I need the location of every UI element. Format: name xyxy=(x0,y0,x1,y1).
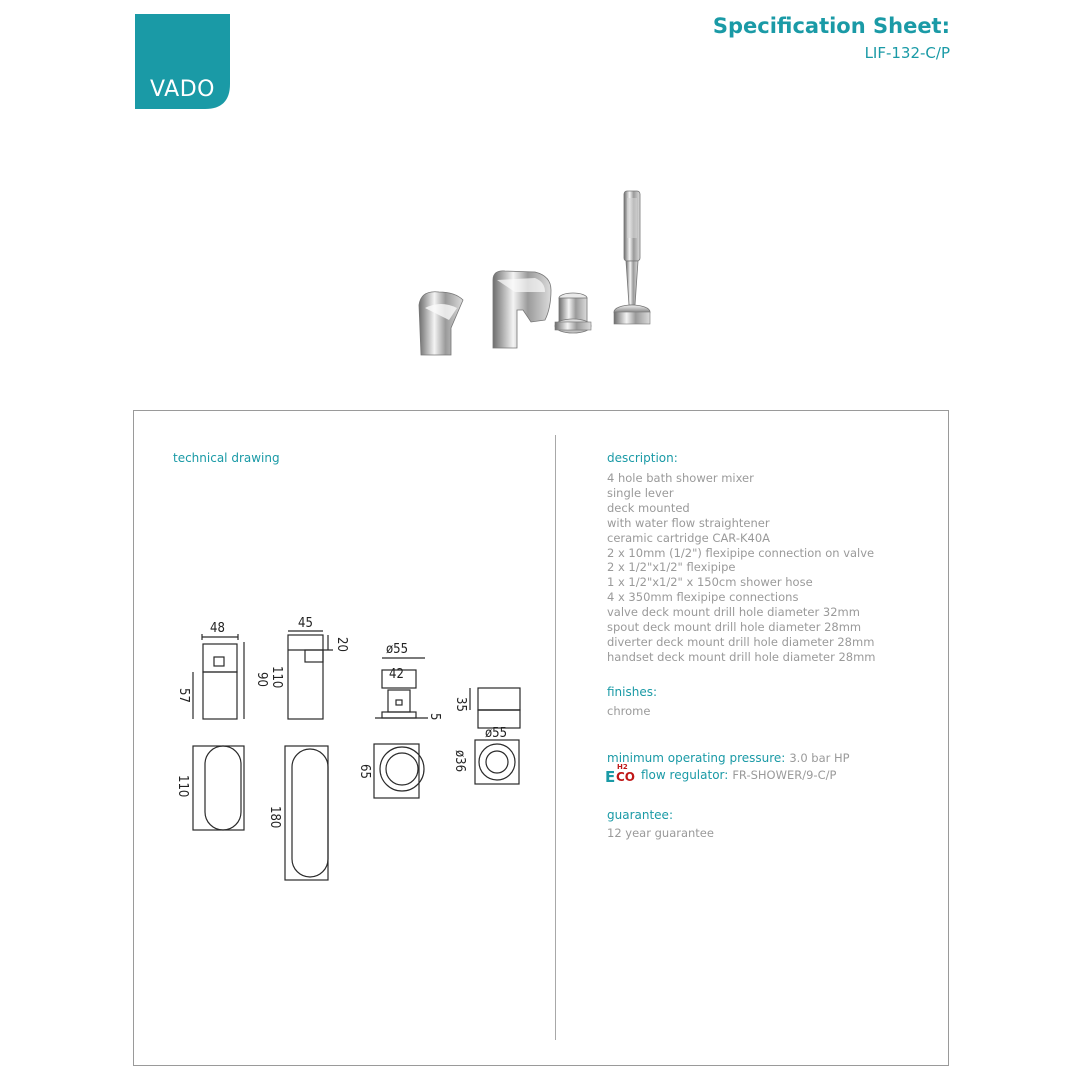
guarantee-label: guarantee: xyxy=(607,808,673,822)
spout-elevation xyxy=(288,631,333,719)
pressure-value: 3.0 bar HP xyxy=(789,751,850,765)
finishes-label: finishes: xyxy=(607,685,658,699)
list-item: single lever xyxy=(607,485,674,500)
flow-row xyxy=(605,764,836,788)
list-item: 1 x 1/2"x1/2" x 150cm shower hose xyxy=(607,575,813,590)
description-label: description: xyxy=(607,451,678,465)
dim-valve-height: 90 xyxy=(254,672,269,687)
valve-illustration xyxy=(419,292,463,355)
logo-text: VADO xyxy=(150,77,215,102)
finishes-value: chrome xyxy=(607,704,651,718)
valve-elevation xyxy=(193,634,244,719)
handset-elevation xyxy=(470,688,520,728)
dim-diverter-diameter: ø55 xyxy=(386,642,409,657)
description-section xyxy=(607,451,927,665)
description-list xyxy=(607,471,927,665)
dim-spout-drop: 20 xyxy=(334,637,349,652)
list-item: diverter deck mount drill hole diameter 28mm xyxy=(607,634,875,649)
list-item: ceramic cartridge CAR-K40A xyxy=(607,530,771,545)
vado-logo xyxy=(135,14,230,109)
list-item: handset deck mount drill hole diameter 28mm xyxy=(607,649,876,664)
diverter-illustration xyxy=(555,293,591,333)
eco-co: CO xyxy=(616,770,636,784)
page-title: Specification Sheet: xyxy=(712,14,950,38)
dim-handset-height: 35 xyxy=(453,697,468,712)
list-item: 4 hole bath shower mixer xyxy=(607,471,754,485)
spout-illustration xyxy=(493,271,551,348)
guarantee-value: 12 year guarantee xyxy=(607,826,714,840)
dim-handset-plan-diameter: ø36 xyxy=(452,750,467,773)
list-item: spout deck mount drill hole diameter 28mm xyxy=(607,620,862,635)
list-item: deck mounted xyxy=(607,500,690,515)
product-code: LIF-132-C/P xyxy=(864,44,950,62)
dim-valve-plan-length: 110 xyxy=(175,775,190,798)
dim-valve-width: 48 xyxy=(210,621,225,636)
dim-handset-diameter: ø55 xyxy=(485,726,508,741)
panel-divider xyxy=(555,435,556,1040)
list-item: with water flow straightener xyxy=(607,515,770,530)
dim-spout-plan-length: 180 xyxy=(267,806,282,829)
eco-e: E xyxy=(605,768,616,786)
dim-spout-width: 45 xyxy=(298,616,313,631)
technical-drawing xyxy=(170,610,535,900)
valve-plan xyxy=(193,746,244,830)
dim-valve-base: 57 xyxy=(176,688,191,703)
diverter-plan xyxy=(374,744,424,798)
handset-plan xyxy=(475,740,519,784)
list-item: 2 x 1/2"x1/2" flexipipe xyxy=(607,560,736,575)
product-photo xyxy=(405,180,675,365)
dim-diverter-plan: 65 xyxy=(357,764,372,779)
pressure-label: minimum operating pressure: xyxy=(607,751,786,765)
eco-h2: H2 xyxy=(617,763,628,771)
eco-logo-icon xyxy=(605,764,639,786)
dim-diverter-base: 5 xyxy=(427,713,442,721)
list-item: 4 x 350mm flexipipe connections xyxy=(607,590,799,605)
list-item: valve deck mount drill hole diameter 32mm xyxy=(607,605,860,620)
spout-plan xyxy=(285,746,328,880)
handset-illustration xyxy=(614,191,650,324)
flow-label: flow regulator: xyxy=(641,768,729,782)
dim-spout-height: 110 xyxy=(269,666,284,689)
list-item: 2 x 10mm (1/2") flexipipe connection on valve xyxy=(607,545,875,560)
dim-diverter-inner: 42 xyxy=(389,667,404,682)
technical-drawing-label: technical drawing xyxy=(173,451,280,465)
flow-value: FR-SHOWER/9-C/P xyxy=(732,768,837,782)
